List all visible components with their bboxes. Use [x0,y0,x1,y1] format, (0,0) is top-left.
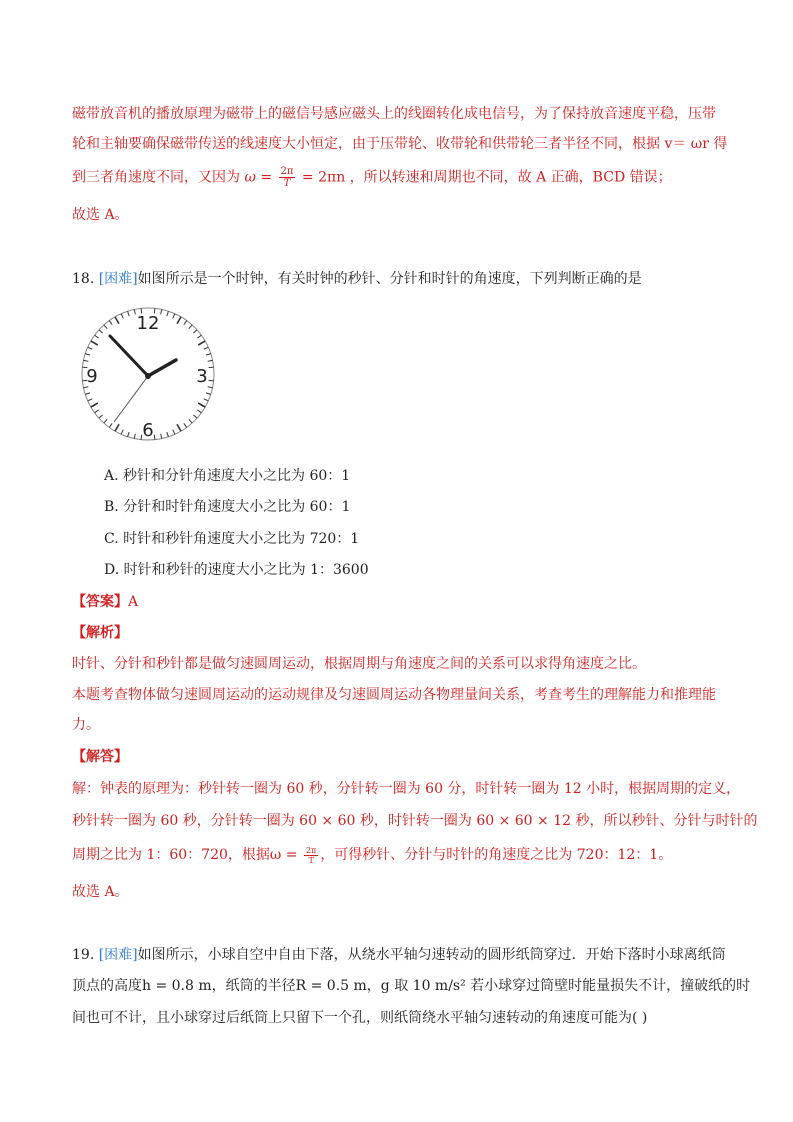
prev-solution-line-3-text: 到三者角速度不同，又因为 [72,169,240,186]
clock-number-3: 3 [196,366,208,387]
q18-number: 18. [72,271,95,287]
q19-line-3: 间也可不计，且小球穿过后纸筒上只留下一个孔，则纸筒绕水平轴匀速转动的角速度可能为( ) [72,1010,648,1026]
clock-figure [78,304,218,444]
prev-solution-line-3-end: ，所以转速和周期也不同，故 A 正确，BCD 错误； [349,169,672,186]
analysis-line-2: 本题考查物体做匀速圆周运动的运动规律及匀速圆周运动各物理量间关系，考查考生的理解能力和推理能 [72,687,716,703]
analysis-line-1: 时针、分针和秒针都是做匀速圆周运动，根据周期与角速度之间的关系可以求得角速度之比。 [72,656,646,672]
solution-line-2: 秒针转一圈为 60 秒，分针转一圈为 60 × 60 秒，时针转一圈为 60 × 60 × 12 秒，所以秒针、分针与时针的 [72,813,758,829]
solution-label: 【解答】 [72,749,128,765]
q19-line-1 [72,945,726,965]
q18-option-d: D. 时针和秒针的速度大小之比为 1：3600 [104,562,369,578]
clock-number-9: 9 [86,366,98,387]
equals-2pin: = 2πn [301,169,346,186]
prev-conclusion: 故选 A。 [72,207,129,223]
solution-fraction [304,846,318,865]
omega-symbol: ω [244,169,256,186]
clock-tick [209,367,214,368]
prev-solution-line-1: 磁带放音机的播放原理为磁带上的磁信号感应磁头上的线圈转化成电信号，为了保持放音速度平稳，压带 [72,106,716,122]
fraction-denominator: T [283,178,291,189]
q18-option-c: C. 时针和秒针角速度大小之比为 720：1 [104,531,360,547]
q19-line-2: 顶点的高度h = 0.8 m，纸筒的半径R = 0.5 m，g 取 10 m/s² 若小球穿过筒壁时能量损失不计，撞破纸的时 [72,978,751,994]
fraction-numerator: 2π [280,166,294,177]
solution-line-3-text: 周期之比为 1：60：720，根据ω = [72,847,298,863]
q19-number: 19. [72,947,95,963]
clock-number-6: 6 [142,420,154,441]
clock-tick [154,435,155,440]
solution-line-3-end: ，可得秒针、分针与时针的角速度之比为 720：12：1。 [320,847,673,863]
solution-fraction-denominator: T [308,855,314,865]
solution-line-1: 解：钟表的原理为：秒针转一圈为 60 秒，分针转一圈为 60 分，时针转一圈为 12 小时，根据周期的定义， [72,781,741,797]
q19-line-1-text: 如图所示，小球自空中自由下落，从绕水平轴匀速转动的圆形纸筒穿过．开始下落时小球离纸筒 [137,947,726,963]
q18-stem [72,269,642,289]
solution-line-3 [72,845,672,865]
equals-sign: = [260,169,273,186]
fraction-2pi-over-T [279,166,296,189]
q18-conclusion: 故选 A。 [72,884,129,900]
analysis-label: 【解析】 [72,625,128,641]
q18-answer [72,592,138,612]
q18-option-a: A. 秒针和分针角速度大小之比为 60：1 [104,468,351,484]
prev-solution-line-3 [72,166,672,189]
clock-tick [209,380,214,381]
analysis-line-3: 力。 [72,717,100,733]
q18-option-b: B. 分针和时针角速度大小之比为 60：1 [104,499,351,515]
q18-difficulty-badge: [困难] [98,271,138,287]
clock-center-pin [145,373,151,379]
answer-value: A [128,594,139,610]
q19-difficulty-badge: [困难] [98,947,138,963]
solution-fraction-numerator: 2π [305,845,317,855]
prev-solution-line-2: 轮和主轴要确保磁带传送的线速度大小恒定，由于压带轮、收带轮和供带轮三者半径不同，根据 v＝ ωr 得 [72,136,728,152]
q18-stem-text: 如图所示是一个时钟，有关时钟的秒针、分针和时针的角速度，下列判断正确的是 [137,271,642,287]
clock-number-12: 12 [136,313,160,334]
answer-label: 【答案】 [72,594,128,610]
